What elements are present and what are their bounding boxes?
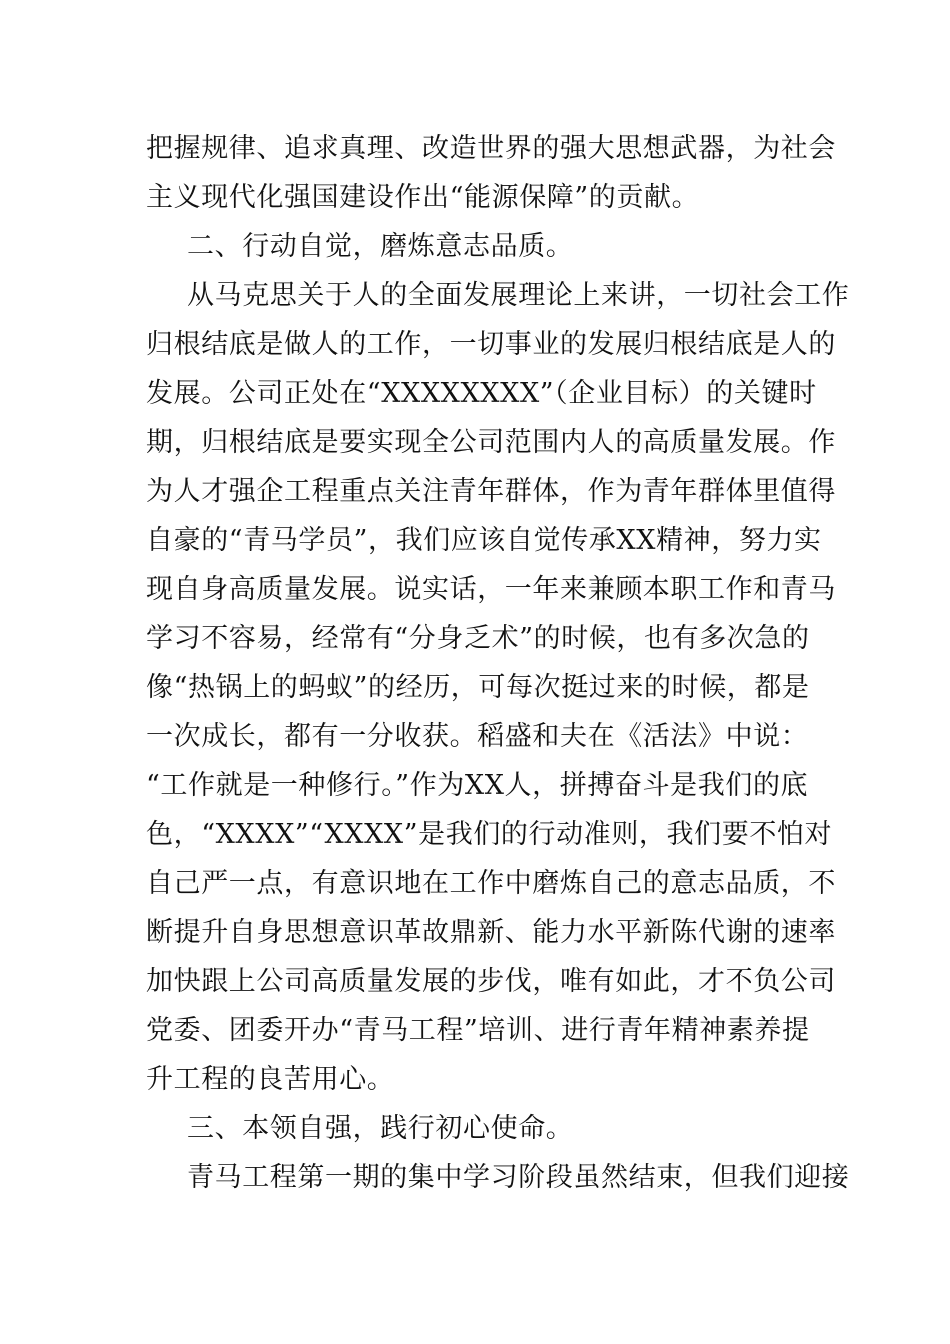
text-line: 青马工程第一期的集中学习阶段虽然结束，但我们迎接 (187, 1162, 850, 1193)
text-line: 自豪的“青马学员”，我们应该自觉传承XX精神，努力实 (146, 525, 822, 556)
text-line: 色，“XXXX”“XXXX”是我们的行动准则，我们要不怕对 (146, 819, 833, 850)
text-line: “工作就是一种修行。”作为XX人，拼搏奋斗是我们的底 (146, 770, 809, 801)
text-line: 学习不容易，经常有“分身乏术”的时候，也有多次急的 (146, 623, 810, 654)
text-line: 发展。公司正处在“XXXXXXXX”（企业目标）的关键时 (146, 378, 817, 409)
text-line: 自己严一点，有意识地在工作中磨炼自己的意志品质，不 (146, 868, 836, 899)
text-line: 党委、团委开办“青马工程”培训、进行青年精神素养提 (146, 1015, 810, 1046)
text-line: 把握规律、追求真理、改造世界的强大思想武器，为社会 (146, 133, 836, 164)
text-line: 断提升自身思想意识革故鼎新、能力水平新陈代谢的速率 (146, 917, 836, 948)
text-line: 二、行动自觉，磨炼意志品质。 (187, 231, 574, 262)
text-line: 归根结底是做人的工作，一切事业的发展归根结底是人的 (146, 329, 836, 360)
body-text (146, 124, 850, 1202)
text-line: 加快跟上公司高质量发展的步伐，唯有如此，才不负公司 (146, 966, 836, 997)
text-line: 三、本领自强，践行初心使命。 (187, 1113, 574, 1144)
text-line: 从马克思关于人的全面发展理论上来讲，一切社会工作 (187, 280, 850, 311)
text-line: 期，归根结底是要实现全公司范围内人的高质量发展。作 (146, 427, 836, 458)
text-line: 主义现代化强国建设作出“能源保障”的贡献。 (146, 182, 700, 213)
text-line: 一次成长，都有一分收获。稻盛和夫在《活法》中说： (146, 721, 809, 752)
text-line: 像“热锅上的蚂蚁”的经历，可每次挺过来的时候，都是 (146, 672, 810, 703)
text-line: 升工程的良苦用心。 (146, 1064, 395, 1095)
text-line: 现自身高质量发展。说实话，一年来兼顾本职工作和青马 (146, 574, 836, 605)
text-line: 为人才强企工程重点关注青年群体，作为青年群体里值得 (146, 476, 836, 507)
